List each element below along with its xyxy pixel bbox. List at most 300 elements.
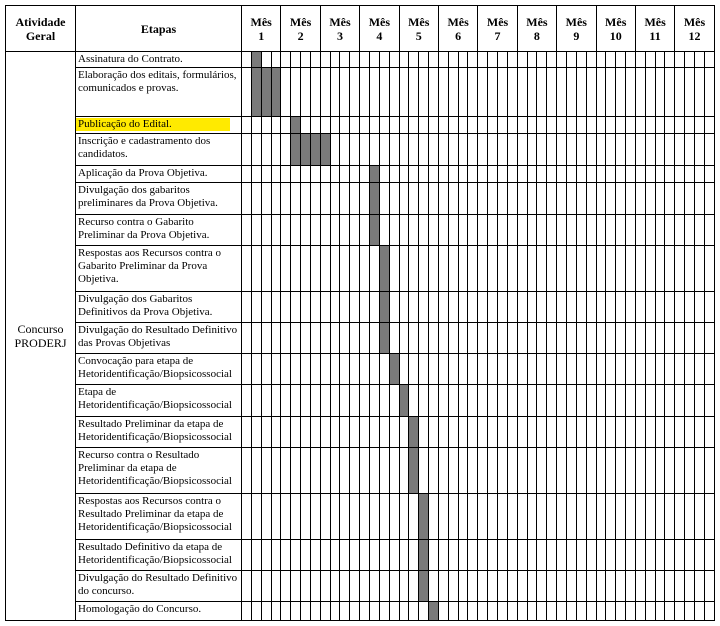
timeline-cell (468, 385, 478, 416)
timeline-cell (448, 539, 458, 570)
timeline-bar-cell (419, 493, 429, 539)
timeline-cell (301, 539, 311, 570)
timeline-cell (527, 67, 537, 116)
timeline-cell (704, 165, 714, 183)
timeline-cell (557, 116, 567, 134)
timeline-cell (370, 416, 380, 447)
timeline-cell (468, 52, 478, 68)
timeline-cell (566, 183, 576, 214)
timeline-cell (261, 416, 271, 447)
timeline-cell (340, 116, 350, 134)
timeline-cell (458, 447, 468, 493)
timeline-cell (586, 183, 596, 214)
timeline-cell (468, 322, 478, 353)
etapa-cell (76, 354, 242, 385)
timeline-cell (251, 493, 261, 539)
timeline-cell (409, 134, 419, 165)
timeline-cell (281, 539, 291, 570)
timeline-cell (291, 493, 301, 539)
timeline-cell (645, 539, 655, 570)
timeline-cell (655, 602, 665, 621)
etapa-label: Homologação do Concurso. (78, 603, 202, 616)
etapa-cell (76, 183, 242, 214)
month-label: Mês (289, 14, 312, 29)
timeline-cell (429, 245, 439, 291)
timeline-cell (379, 416, 389, 447)
timeline-cell (537, 570, 547, 601)
timeline-cell (527, 165, 537, 183)
timeline-cell (537, 134, 547, 165)
timeline-cell (507, 214, 517, 245)
timeline-cell (340, 385, 350, 416)
timeline-cell (685, 354, 695, 385)
timeline-cell (251, 416, 261, 447)
timeline-cell (399, 416, 409, 447)
timeline-cell (606, 165, 616, 183)
timeline-cell (527, 354, 537, 385)
timeline-cell (685, 322, 695, 353)
timeline-cell (320, 183, 330, 214)
timeline-cell (271, 570, 281, 601)
timeline-cell (370, 539, 380, 570)
timeline-cell (310, 116, 320, 134)
timeline-cell (370, 52, 380, 68)
timeline-cell (694, 539, 704, 570)
timeline-cell (507, 165, 517, 183)
timeline-cell (409, 214, 419, 245)
timeline-cell (704, 493, 714, 539)
timeline-cell (310, 416, 320, 447)
timeline-cell (419, 165, 429, 183)
timeline-cell (488, 52, 498, 68)
timeline-cell (517, 245, 527, 291)
timeline-cell (448, 214, 458, 245)
timeline-cell (537, 493, 547, 539)
timeline-cell (704, 52, 714, 68)
timeline-cell (517, 602, 527, 621)
timeline-cell (527, 291, 537, 322)
timeline-cell (635, 67, 645, 116)
timeline-bar-cell (419, 570, 429, 601)
timeline-cell (468, 165, 478, 183)
timeline-cell (340, 354, 350, 385)
schedule-row (6, 539, 715, 570)
timeline-cell (616, 570, 626, 601)
timeline-cell (360, 570, 370, 601)
timeline-cell (468, 570, 478, 601)
timeline-cell (429, 447, 439, 493)
timeline-cell (586, 416, 596, 447)
timeline-cell (576, 416, 586, 447)
timeline-cell (527, 539, 537, 570)
etapa-label: Divulgação dos gabaritos preliminares da Prova Objetiva. (78, 184, 218, 210)
timeline-cell (330, 165, 340, 183)
timeline-cell (251, 602, 261, 621)
timeline-cell (498, 134, 508, 165)
timeline-cell (576, 385, 586, 416)
timeline-cell (429, 416, 439, 447)
timeline-cell (635, 539, 645, 570)
schedule-row (6, 416, 715, 447)
timeline-cell (478, 416, 488, 447)
timeline-cell (517, 52, 527, 68)
timeline-cell (566, 52, 576, 68)
timeline-cell (310, 245, 320, 291)
timeline-cell (360, 214, 370, 245)
timeline-cell (340, 165, 350, 183)
timeline-cell (704, 134, 714, 165)
timeline-cell (527, 602, 537, 621)
timeline-cell (251, 165, 261, 183)
timeline-cell (665, 570, 675, 601)
timeline-cell (419, 385, 429, 416)
timeline-cell (429, 116, 439, 134)
timeline-cell (438, 165, 448, 183)
timeline-cell (419, 134, 429, 165)
timeline-cell (626, 570, 636, 601)
timeline-cell (665, 447, 675, 493)
timeline-cell (261, 354, 271, 385)
atividade-header: Atividade Geral (6, 6, 76, 52)
timeline-cell (389, 291, 399, 322)
timeline-cell (517, 291, 527, 322)
timeline-cell (665, 385, 675, 416)
timeline-cell (694, 214, 704, 245)
timeline-cell (626, 245, 636, 291)
timeline-cell (310, 385, 320, 416)
timeline-cell (370, 385, 380, 416)
timeline-cell (557, 245, 567, 291)
timeline-cell (685, 214, 695, 245)
timeline-cell (675, 539, 685, 570)
timeline-cell (635, 52, 645, 68)
timeline-cell (301, 52, 311, 68)
timeline-cell (291, 165, 301, 183)
timeline-cell (596, 322, 606, 353)
timeline-cell (576, 183, 586, 214)
timeline-cell (379, 447, 389, 493)
month-label: Mês (447, 14, 469, 29)
timeline-cell (429, 67, 439, 116)
etapa-cell (76, 570, 242, 601)
timeline-cell (291, 291, 301, 322)
timeline-cell (557, 291, 567, 322)
timeline-cell (438, 570, 448, 601)
timeline-cell (517, 493, 527, 539)
month-number: 5 (415, 28, 422, 43)
timeline-cell (330, 52, 340, 68)
timeline-bar-cell (251, 67, 261, 116)
timeline-cell (360, 67, 370, 116)
timeline-cell (675, 447, 685, 493)
timeline-cell (409, 52, 419, 68)
timeline-cell (596, 52, 606, 68)
timeline-cell (242, 416, 252, 447)
timeline-cell (478, 214, 488, 245)
timeline-cell (606, 322, 616, 353)
timeline-cell (281, 245, 291, 291)
timeline-cell (350, 183, 360, 214)
timeline-cell (645, 116, 655, 134)
timeline-cell (665, 416, 675, 447)
timeline-cell (576, 322, 586, 353)
timeline-cell (399, 165, 409, 183)
timeline-cell (665, 67, 675, 116)
timeline-cell (448, 52, 458, 68)
timeline-cell (606, 385, 616, 416)
timeline-cell (606, 245, 616, 291)
timeline-cell (310, 165, 320, 183)
timeline-cell (301, 493, 311, 539)
month-label: Mês (605, 14, 627, 29)
timeline-cell (685, 245, 695, 291)
schedule-row (6, 134, 715, 165)
timeline-cell (251, 354, 261, 385)
timeline-cell (557, 214, 567, 245)
timeline-cell (458, 493, 468, 539)
timeline-cell (566, 539, 576, 570)
timeline-cell (458, 385, 468, 416)
timeline-cell (261, 385, 271, 416)
etapa-label: Recurso contra o Resultado Preliminar da etapa de Hetoridentificação/Biopsicossocial (78, 448, 232, 487)
etapa-label: Resultado Preliminar da etapa de Hetoridentificação/Biopsicossocial (78, 417, 232, 443)
schedule-row (6, 165, 715, 183)
schedule-row (6, 385, 715, 416)
timeline-cell (527, 385, 537, 416)
etapa-label: Publicação do Edital. (76, 118, 230, 131)
etapa-cell (76, 447, 242, 493)
timeline-cell (399, 245, 409, 291)
timeline-cell (330, 67, 340, 116)
timeline-cell (566, 354, 576, 385)
timeline-cell (665, 539, 675, 570)
timeline-cell (616, 214, 626, 245)
timeline-cell (350, 245, 360, 291)
timeline-cell (419, 214, 429, 245)
timeline-cell (291, 416, 301, 447)
timeline-cell (616, 134, 626, 165)
month-label: Mês (644, 14, 666, 29)
timeline-cell (685, 385, 695, 416)
timeline-cell (704, 570, 714, 601)
timeline-cell (310, 354, 320, 385)
timeline-cell (478, 245, 488, 291)
timeline-cell (291, 183, 301, 214)
timeline-cell (350, 354, 360, 385)
timeline-cell (596, 493, 606, 539)
timeline-cell (645, 214, 655, 245)
timeline-cell (576, 214, 586, 245)
timeline-cell (251, 245, 261, 291)
timeline-cell (242, 165, 252, 183)
timeline-cell (616, 183, 626, 214)
timeline-cell (704, 354, 714, 385)
timeline-cell (429, 539, 439, 570)
timeline-cell (626, 165, 636, 183)
timeline-cell (310, 291, 320, 322)
timeline-cell (409, 354, 419, 385)
timeline-cell (507, 447, 517, 493)
timeline-cell (665, 165, 675, 183)
timeline-cell (350, 416, 360, 447)
timeline-cell (389, 52, 399, 68)
timeline-cell (478, 354, 488, 385)
timeline-cell (261, 493, 271, 539)
timeline-cell (242, 134, 252, 165)
timeline-cell (606, 52, 616, 68)
timeline-cell (645, 570, 655, 601)
timeline-cell (379, 67, 389, 116)
timeline-cell (242, 116, 252, 134)
timeline-cell (596, 602, 606, 621)
timeline-cell (271, 52, 281, 68)
timeline-bar-cell (291, 116, 301, 134)
schedule-row (6, 52, 715, 68)
timeline-cell (626, 602, 636, 621)
timeline-cell (488, 493, 498, 539)
timeline-cell (498, 214, 508, 245)
timeline-cell (301, 183, 311, 214)
timeline-cell (429, 291, 439, 322)
timeline-cell (350, 570, 360, 601)
schedule-row (6, 322, 715, 353)
timeline-cell (566, 67, 576, 116)
timeline-cell (340, 245, 350, 291)
timeline-cell (261, 245, 271, 291)
timeline-cell (281, 116, 291, 134)
timeline-cell (576, 52, 586, 68)
timeline-cell (606, 354, 616, 385)
timeline-cell (576, 570, 586, 601)
timeline-cell (251, 116, 261, 134)
timeline-cell (409, 493, 419, 539)
timeline-cell (478, 291, 488, 322)
timeline-cell (271, 354, 281, 385)
timeline-cell (291, 245, 301, 291)
timeline-cell (655, 214, 665, 245)
timeline-cell (694, 570, 704, 601)
timeline-cell (517, 416, 527, 447)
timeline-cell (566, 493, 576, 539)
timeline-cell (635, 322, 645, 353)
timeline-cell (596, 447, 606, 493)
timeline-cell (655, 354, 665, 385)
timeline-cell (606, 447, 616, 493)
timeline-cell (665, 493, 675, 539)
timeline-cell (379, 354, 389, 385)
timeline-cell (645, 602, 655, 621)
timeline-cell (517, 165, 527, 183)
month-number: 1 (258, 28, 265, 43)
timeline-cell (379, 214, 389, 245)
timeline-cell (596, 385, 606, 416)
timeline-cell (566, 385, 576, 416)
timeline-cell (498, 354, 508, 385)
timeline-cell (389, 165, 399, 183)
timeline-cell (320, 416, 330, 447)
timeline-cell (429, 183, 439, 214)
timeline-cell (507, 291, 517, 322)
timeline-cell (507, 539, 517, 570)
etapa-cell (76, 116, 242, 134)
timeline-cell (547, 165, 557, 183)
timeline-cell (458, 214, 468, 245)
timeline-cell (370, 322, 380, 353)
timeline-cell (419, 416, 429, 447)
timeline-cell (655, 447, 665, 493)
timeline-cell (301, 385, 311, 416)
timeline-cell (478, 52, 488, 68)
timeline-cell (281, 67, 291, 116)
timeline-cell (458, 291, 468, 322)
timeline-cell (271, 165, 281, 183)
timeline-cell (704, 67, 714, 116)
timeline-cell (330, 291, 340, 322)
timeline-cell (399, 116, 409, 134)
timeline-cell (547, 354, 557, 385)
timeline-cell (379, 116, 389, 134)
timeline-cell (596, 134, 606, 165)
timeline-cell (429, 165, 439, 183)
timeline-cell (281, 493, 291, 539)
timeline-cell (655, 291, 665, 322)
timeline-cell (271, 539, 281, 570)
timeline-cell (537, 385, 547, 416)
timeline-cell (360, 447, 370, 493)
timeline-cell (350, 385, 360, 416)
timeline-cell (409, 322, 419, 353)
timeline-cell (626, 354, 636, 385)
timeline-cell (251, 214, 261, 245)
etapas-header: Etapas (76, 6, 242, 52)
etapa-label: Resultado Definitivo da etapa de Hetoridentificação/Biopsicossocial (78, 540, 232, 566)
timeline-cell (694, 245, 704, 291)
timeline-cell (370, 354, 380, 385)
timeline-cell (429, 493, 439, 539)
etapa-cell (76, 291, 242, 322)
timeline-cell (547, 214, 557, 245)
timeline-cell (399, 322, 409, 353)
schedule-row (6, 570, 715, 601)
etapa-cell (76, 416, 242, 447)
timeline-cell (301, 165, 311, 183)
timeline-cell (458, 570, 468, 601)
timeline-cell (360, 52, 370, 68)
timeline-cell (586, 322, 596, 353)
timeline-cell (675, 322, 685, 353)
timeline-cell (389, 322, 399, 353)
month-header-7 (478, 6, 517, 52)
timeline-cell (527, 245, 537, 291)
timeline-cell (498, 165, 508, 183)
timeline-cell (576, 165, 586, 183)
timeline-cell (498, 245, 508, 291)
timeline-cell (507, 183, 517, 214)
etapa-cell (76, 134, 242, 165)
timeline-cell (301, 116, 311, 134)
timeline-cell (370, 493, 380, 539)
month-label: Mês (408, 14, 430, 29)
timeline-cell (685, 116, 695, 134)
timeline-cell (389, 447, 399, 493)
timeline-cell (301, 67, 311, 116)
timeline-cell (360, 116, 370, 134)
month-label: Mês (250, 14, 272, 29)
timeline-cell (645, 165, 655, 183)
timeline-cell (340, 322, 350, 353)
timeline-cell (566, 602, 576, 621)
timeline-cell (547, 134, 557, 165)
